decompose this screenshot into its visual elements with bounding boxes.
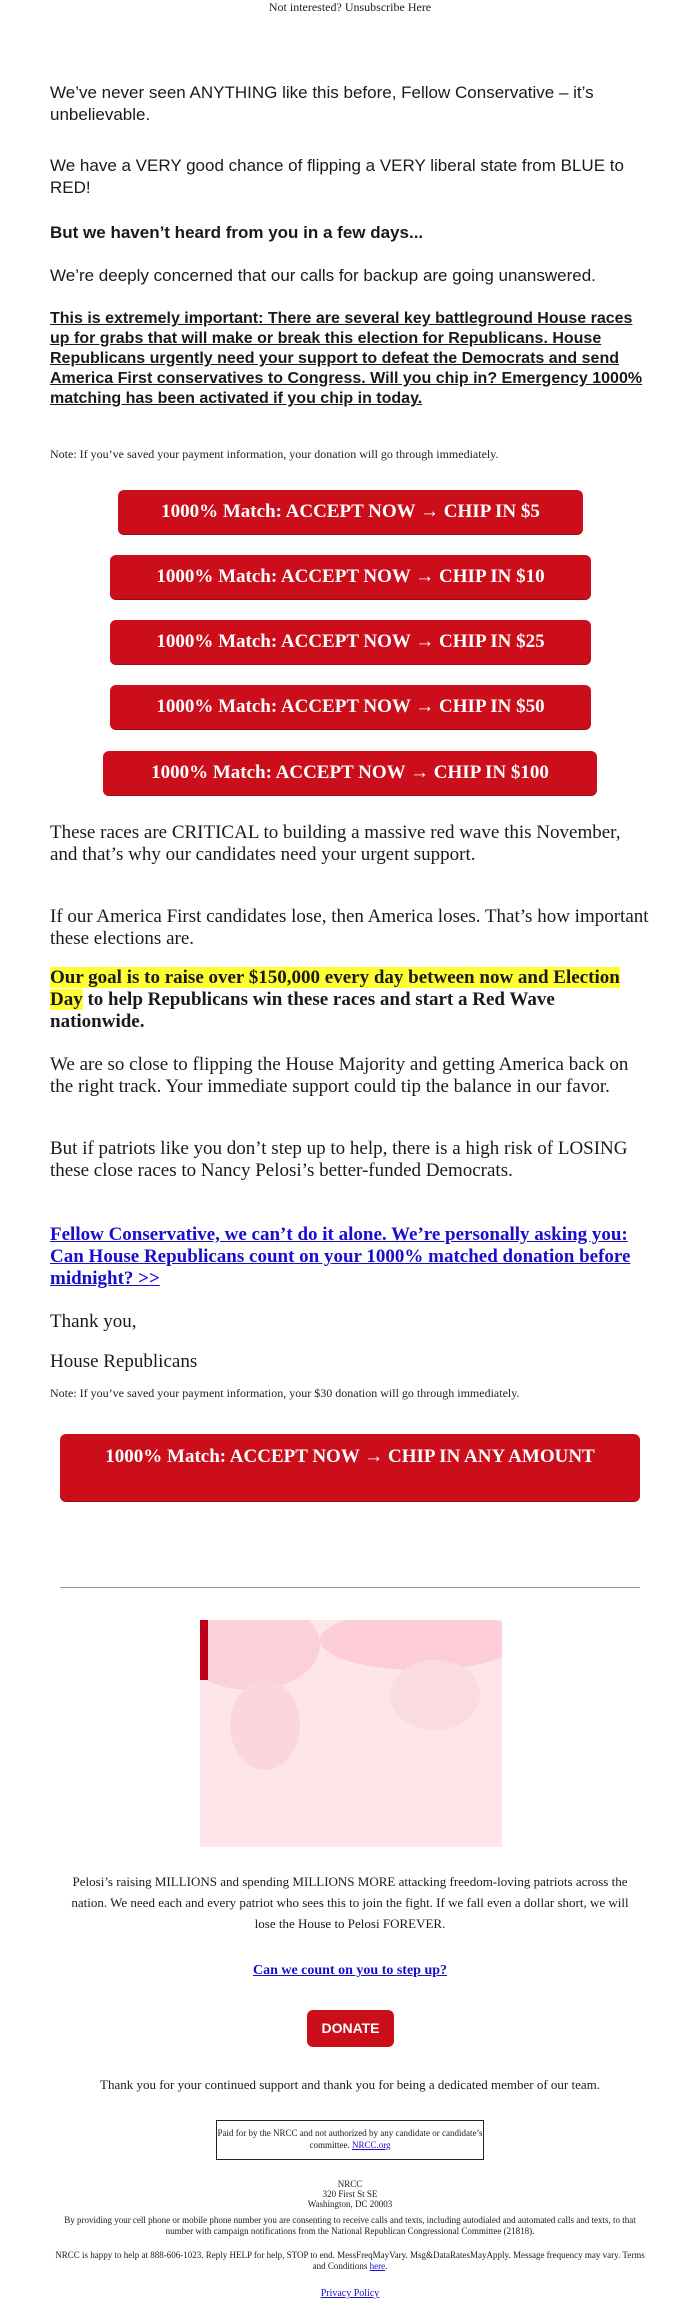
- privacy-policy-link[interactable]: Privacy Policy: [320, 2288, 380, 2299]
- legal-text-2: NRCC is happy to help at 888-606-1023. Reply HELP for help, STOP to end. MessFreqMayVary. Msg&DataRatesMayApply. Message frequency may vary. Terms and Conditions here.: [55, 2250, 645, 2271]
- unsubscribe-link[interactable]: Not interested? Unsubscribe Here: [268, 0, 432, 14]
- chip-in-50-button[interactable]: 1000% Match: ACCEPT NOW → CHIP IN $50: [110, 685, 591, 729]
- image-shape: [320, 1620, 502, 1670]
- donate-button[interactable]: DONATE: [307, 2010, 394, 2047]
- paid-for-text: Paid for by the NRCC and not authorized by any candidate or candidate’s committee.: [217, 2128, 483, 2150]
- image-shape: [390, 1660, 480, 1730]
- intro-paragraph-2: We have a VERY good chance of flipping a VERY liberal state from BLUE to RED!: [50, 156, 624, 197]
- chip-in-10-button[interactable]: 1000% Match: ACCEPT NOW → CHIP IN $10: [110, 555, 591, 599]
- body-paragraph-4: We are so close to flipping the House Majority and getting America back on the right track. Your immediate support could tip the balance in our favor.: [50, 1054, 629, 1097]
- goal-paragraph: [50, 967, 650, 1033]
- image-shape: [230, 1680, 300, 1770]
- image-shape: [200, 1620, 208, 1680]
- intro-paragraph-3: But we haven’t heard from you in a few days...: [50, 223, 424, 242]
- body-paragraph-2: If our America First candidates lose, then America loses. That’s how important these elections are.: [50, 906, 649, 949]
- address-line: NRCC: [337, 2179, 363, 2189]
- goal-rest: to help Republicans win these races and start a Red Wave nationwide.: [50, 989, 555, 1032]
- footer-text: Pelosi’s raising MILLIONS and spending MILLIONS MORE attacking freedom-loving patriots across the nation. We need each and every patriot who sees this to join the fight. If we fall even a dollar short, we will lose the House to Pelosi FOREVER.: [71, 1874, 629, 1931]
- payment-note-30: Note: If you’ve saved your payment information, your $30 donation will go through immediately.: [50, 1386, 520, 1400]
- terms-link[interactable]: here: [369, 2261, 386, 2271]
- thanks-text: Thank you for your continued support and thank you for being a dedicated member of our team.: [100, 2077, 600, 2092]
- goal-highlight: Our goal is to raise over $150,000 every day between now and Election Day: [50, 967, 620, 1010]
- urgent-paragraph: This is extremely important: There are several key battleground House races up for grabs that will make or break this election for Republicans. House Republicans urgently need your support to defeat the Democrats and send America First conservatives to Congress. Will you chip in? Emergency 1000% matching has been activated if you chip in today.: [50, 310, 643, 407]
- signature: House Republicans: [50, 1351, 198, 1372]
- donation-ask-link[interactable]: Fellow Conservative, we can’t do it alone. We’re personally asking you: Can House Republicans count on your 1000% matched donation before midnight? >>: [50, 1224, 631, 1289]
- chip-in-25-button[interactable]: 1000% Match: ACCEPT NOW → CHIP IN $25: [110, 620, 591, 664]
- legal-text-1: By providing your cell phone or mobile phone number you are consenting to receive calls and texts, including autodialed and automated calls and texts, to that number with campaign notifications from the National Republican Congressional Committee (21818).: [64, 2215, 636, 2236]
- intro-paragraph-4: We’re deeply concerned that our calls for backup are going unanswered.: [50, 266, 596, 285]
- payment-note: Note: If you’ve saved your payment information, your donation will go through immediately.: [50, 447, 499, 461]
- step-up-link[interactable]: Can we count on you to step up?: [252, 1963, 448, 1978]
- address: [0, 2179, 700, 2209]
- chip-in-5-button[interactable]: 1000% Match: ACCEPT NOW → CHIP IN $5: [118, 490, 583, 534]
- body-paragraph-5: But if patriots like you don’t step up to help, there is a high risk of LOSING these close races to Nancy Pelosi’s better-funded Democrats.: [50, 1138, 628, 1181]
- legal-text-2-body: NRCC is happy to help at 888-606-1023. Reply HELP for help, STOP to end. MessFreqMayVary. Msg&DataRatesMayApply. Message frequency may vary. Terms and Conditions: [55, 2250, 645, 2271]
- chip-in-100-button[interactable]: 1000% Match: ACCEPT NOW → CHIP IN $100: [103, 751, 597, 795]
- paid-for-box: [216, 2120, 484, 2160]
- chip-in-any-amount-button[interactable]: 1000% Match: ACCEPT NOW → CHIP IN ANY AMOUNT: [60, 1434, 640, 1501]
- divider: [60, 1587, 640, 1588]
- nrcc-link[interactable]: NRCC.org: [351, 2140, 391, 2150]
- intro-paragraph-1: We’ve never seen ANYTHING like this before, Fellow Conservative – it’s unbelievable.: [50, 83, 594, 124]
- body-paragraph-1: These races are CRITICAL to building a massive red wave this November, and that’s why our candidates need your urgent support.: [50, 822, 621, 865]
- address-line: 320 First St SE: [322, 2189, 378, 2199]
- address-line: Washington, DC 20003: [307, 2199, 393, 2209]
- sign-off: Thank you,: [50, 1311, 137, 1332]
- footer-image: [200, 1620, 502, 1847]
